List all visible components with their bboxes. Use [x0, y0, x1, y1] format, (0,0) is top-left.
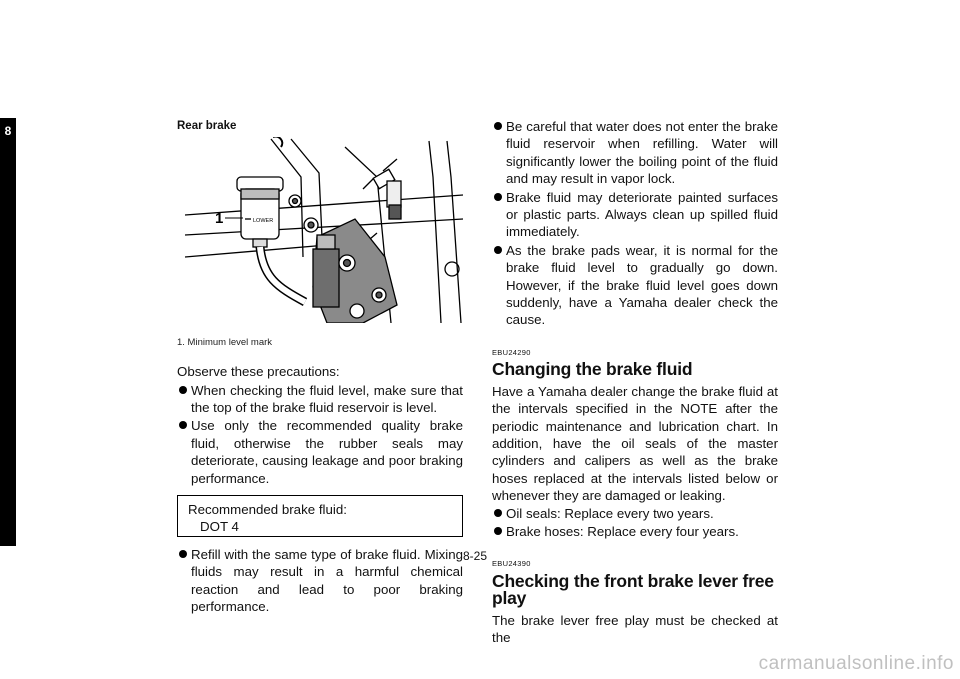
recommended-fluid-box — [177, 495, 463, 537]
list-item: Oil seals: Replace every two years. — [492, 505, 778, 522]
rear-brake-illustration — [177, 137, 463, 323]
section-code: EBU24290 — [492, 347, 531, 357]
precautions-list-right — [492, 118, 778, 329]
list-item: Use only the recommended quality brake fluid, otherwise the rubber seals may deteriorate, causing leakage and poor braking performance. — [177, 417, 463, 487]
precautions-intro: Observe these precautions: — [177, 364, 340, 380]
list-item: As the brake pads wear, it is normal for the brake fluid level to gradually go down. However, if the brake fluid level goes down suddenly, have a Yamaha dealer check the cause. — [492, 242, 778, 329]
precautions-list — [177, 382, 463, 487]
section-heading-lever-free-play: Checking the front brake lever free play — [492, 570, 774, 609]
list-item: Brake fluid may deteriorate painted surfaces or plastic parts. Always clean up spilled fluid immediately. — [492, 189, 778, 241]
list-item: Refill with the same type of brake fluid. Mixing fluids may result in a harmful chemical reaction and lead to poor braking performance. — [177, 546, 463, 616]
spec-label: Recommended brake fluid: — [188, 502, 347, 518]
precautions-list-continued — [177, 546, 463, 616]
section-tab: 8 — [0, 118, 16, 546]
page-number: 8-25 — [463, 549, 488, 563]
figure-title: Rear brake — [177, 120, 237, 132]
section-heading-changing-fluid: Changing the brake fluid — [492, 359, 693, 380]
left-column — [177, 118, 463, 617]
figure-caption: 1. Minimum level mark — [177, 336, 273, 348]
spec-value: DOT 4 — [200, 519, 239, 535]
list-item: Be careful that water does not enter the brake fluid reservoir when refilling. Water will significantly lower the boiling point of the fluid and may result in vapor lock. — [492, 118, 778, 188]
section-body: The brake lever free play must be checked at the — [492, 612, 778, 645]
callout-number: 1 — [215, 210, 224, 228]
right-column — [492, 118, 778, 646]
list-item: Brake hoses: Replace every four years. — [492, 523, 778, 540]
watermark: carmanualsonline.info — [758, 653, 954, 674]
replacement-list — [492, 505, 778, 541]
brake-fluid-reservoir — [237, 177, 283, 247]
list-item: When checking the fluid level, make sure that the top of the brake fluid reservoir is level. — [177, 382, 463, 417]
section-code: EBU24390 — [492, 559, 531, 569]
section-body: Have a Yamaha dealer change the brake fluid at the intervals specified in the NOTE after the periodic maintenance and lubrication chart. In addition, have the oil seals of the master cylinders and calipers as well as the brake hoses replaced at the intervals listed below or whenever they are damaged or leaking. — [492, 383, 778, 504]
reservoir-lower-mark: LOWER — [253, 218, 274, 225]
